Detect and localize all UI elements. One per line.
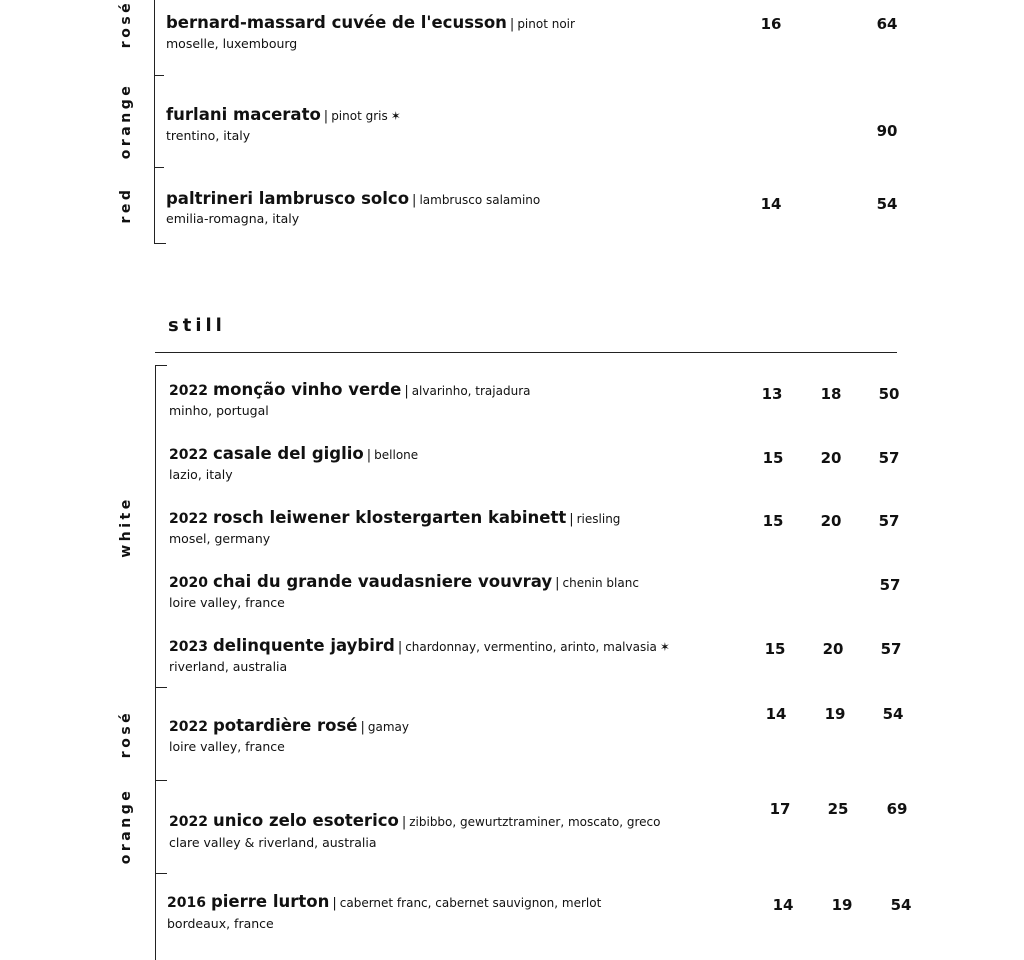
wine-region: loire valley, france <box>169 739 285 754</box>
wine-grapes: cabernet franc, cabernet sauvignon, merlot <box>339 896 602 910</box>
price-glass: 14 <box>760 195 782 213</box>
wine-grapes: gamay <box>367 720 410 734</box>
price-bottle: 54 <box>876 195 898 213</box>
section-label-orange-top: orange <box>118 82 134 160</box>
price-bottle: 69 <box>886 800 908 818</box>
price-bottle: 54 <box>890 896 912 914</box>
wine-year: 2022 <box>169 814 208 830</box>
wine-grapes: chardonnay, vermentino, arinto, malvasia <box>405 640 657 654</box>
wine-name: monção vinho verde <box>212 380 402 399</box>
bracket-tick <box>154 167 164 168</box>
price-large: 20 <box>820 512 842 530</box>
wine-name: potardière rosé <box>212 716 358 735</box>
price-small: 15 <box>764 640 786 658</box>
price-large: 25 <box>827 800 849 818</box>
wine-year: 2020 <box>169 575 208 591</box>
price-small: 17 <box>769 800 791 818</box>
wine-region: bordeaux, france <box>167 916 274 931</box>
price-bottle: 57 <box>878 449 900 467</box>
wine-name: chai du grande vaudasniere vouvray <box>212 572 553 591</box>
price-small: 15 <box>762 449 784 467</box>
wine-region: emilia-romagna, italy <box>166 211 300 226</box>
price-small: 14 <box>772 896 794 914</box>
wine-grapes: pinot noir <box>517 17 575 31</box>
star-icon: ✶ <box>390 109 401 123</box>
wine-name: paltrineri lambrusco solco <box>166 189 410 208</box>
bracket-tick <box>155 873 167 874</box>
price-bottle: 57 <box>878 512 900 530</box>
price-small: 15 <box>762 512 784 530</box>
wine-year: 2022 <box>169 511 208 527</box>
bracket-line-still <box>155 365 156 960</box>
wine-grapes: zibibbo, gewurtztraminer, moscato, greco <box>409 815 661 829</box>
wine-region: clare valley & riverland, australia <box>169 835 377 850</box>
wine-name: pierre lurton <box>210 892 330 911</box>
price-bottle: 57 <box>880 640 902 658</box>
price-glass: 16 <box>760 15 782 33</box>
wine-name: casale del giglio <box>212 444 364 463</box>
price-large: 20 <box>820 449 842 467</box>
wine-grapes: alvarinho, trajadura <box>411 384 531 398</box>
wine-year: 2016 <box>167 895 206 911</box>
bracket-line-top <box>154 0 155 243</box>
section-label-red-top: red <box>118 186 134 224</box>
price-large: 19 <box>824 705 846 723</box>
price-bottle: 54 <box>882 705 904 723</box>
price-bottle: 50 <box>878 385 900 403</box>
wine-name: delinquente jaybird <box>212 636 395 655</box>
bracket-tick <box>154 243 166 244</box>
wine-name: furlani macerato <box>166 105 321 124</box>
bracket-tick <box>155 365 167 366</box>
wine-year: 2022 <box>169 719 208 735</box>
wine-year: 2023 <box>169 639 208 655</box>
section-label-rose-top: rosé <box>118 0 134 49</box>
bracket-tick <box>155 780 167 781</box>
wine-grapes: pinot gris <box>331 109 388 123</box>
section-label-white: white <box>118 496 134 558</box>
wine-name: unico zelo esoterico <box>212 811 399 830</box>
price-large: 18 <box>820 385 842 403</box>
wine-year: 2022 <box>169 447 208 463</box>
wine-region: minho, portugal <box>169 403 269 418</box>
wine-name: rosch leiwener klostergarten kabinett <box>212 508 567 527</box>
wine-grapes: chenin blanc <box>562 576 639 590</box>
wine-year: 2022 <box>169 383 208 399</box>
section-label-orange: orange <box>118 787 134 865</box>
wine-grapes: bellone <box>374 448 419 462</box>
wine-region: lazio, italy <box>169 467 233 482</box>
wine-grapes: lambrusco salamino <box>419 193 541 207</box>
wine-region: mosel, germany <box>169 531 271 546</box>
star-icon: ✶ <box>659 640 670 654</box>
price-large: 19 <box>831 896 853 914</box>
wine-region: riverland, australia <box>169 659 288 674</box>
price-small: 13 <box>761 385 783 403</box>
wine-grapes: riesling <box>576 512 621 526</box>
section-label-rose: rosé <box>118 709 134 759</box>
wine-region: moselle, luxembourg <box>166 36 298 51</box>
bracket-tick <box>155 687 167 688</box>
wine-name: bernard-massard cuvée de l'ecusson <box>166 13 507 32</box>
price-large: 20 <box>822 640 844 658</box>
heading-divider <box>155 352 897 353</box>
price-bottle: 57 <box>879 576 901 594</box>
wine-region: loire valley, france <box>169 595 285 610</box>
bracket-tick <box>154 75 164 76</box>
section-heading-still: still <box>168 315 226 336</box>
price-bottle: 64 <box>876 15 898 33</box>
wine-region: trentino, italy <box>166 128 251 143</box>
price-small: 14 <box>765 705 787 723</box>
price-bottle: 90 <box>876 122 898 140</box>
